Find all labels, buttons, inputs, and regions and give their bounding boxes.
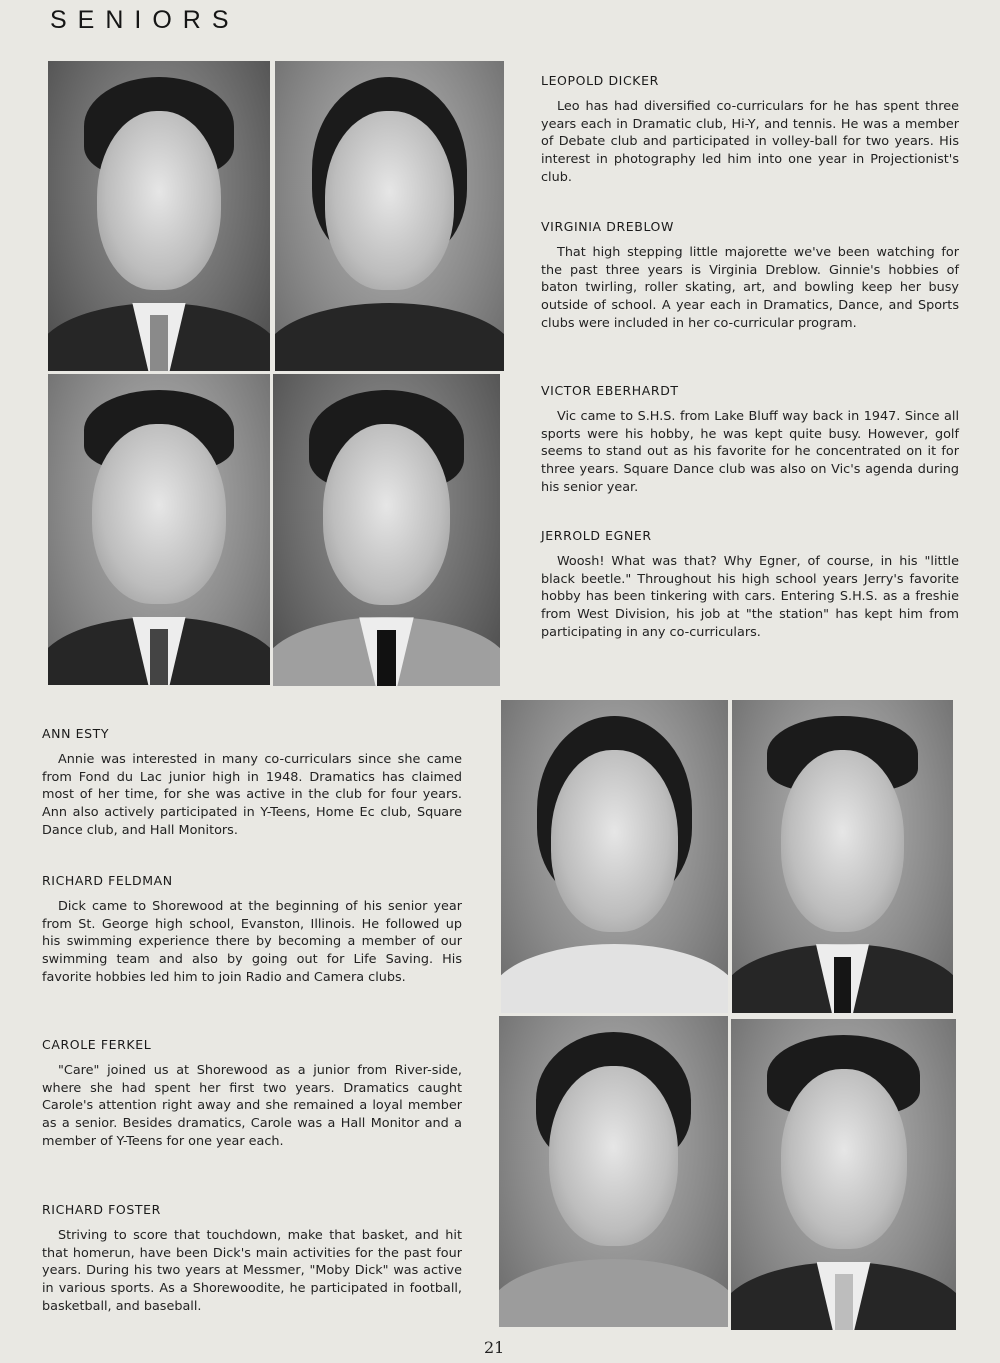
senior-description: Vic came to S.H.S. from Lake Bluff way back in 1947. Since all sports were his hobby, he was kept quite busy. However, golf seems to stand out as his favorite for he concentrated on it for three years. Square Dance club was also on Vic's agenda during his senior year. xyxy=(541,409,959,495)
senior-bio xyxy=(541,219,959,333)
portrait-photo xyxy=(273,374,500,686)
senior-name: VICTOR EBERHARDT xyxy=(541,383,679,398)
page-number: 21 xyxy=(484,1338,505,1357)
portrait-photo xyxy=(499,1016,728,1327)
senior-name: CAROLE FERKEL xyxy=(42,1037,152,1052)
senior-bio xyxy=(42,726,462,840)
senior-bio xyxy=(42,1037,462,1151)
senior-description: Woosh! What was that? Why Egner, of course, in his "little black beetle." Throughout his high school years Jerry's favorite hobby has been tinkering with cars. Entering S.H.S. as a freshie from West Division, his job at "the station" has kept him from participating in any co-curriculars. xyxy=(541,554,959,640)
portrait-photo xyxy=(48,374,270,685)
portrait-photo xyxy=(48,61,270,371)
senior-name: RICHARD FOSTER xyxy=(42,1202,161,1217)
senior-name: ANN ESTY xyxy=(42,726,110,741)
portrait-photo xyxy=(731,1019,956,1330)
senior-description: Annie was interested in many co-curriculars since she came from Fond du Lac junior high in 1948. Dramatics has claimed most of her time, for she was active in the club for four years. Ann also actively participated in Y-Teens, Home Ec club, Square Dance club, and Hall Monitors. xyxy=(42,752,462,838)
senior-bio xyxy=(541,383,959,497)
page-title: SENIORS xyxy=(50,6,240,34)
senior-description: Striving to score that touchdown, make that basket, and hit that homerun, have been Dick's main activities for the past four years. During his two years at Messmer, "Moby Dick" was active in various sports. As a Shorewoodite, he participated in football, basketball, and baseball. xyxy=(42,1228,462,1314)
senior-bio xyxy=(42,1202,462,1316)
senior-description: Leo has had diversified co-curriculars for he has spent three years each in Dramatic club, Hi-Y, and tennis. He was a member of Debate club and participated in volley-ball for two years. His interest in photography led him into one year in Projectionist's club. xyxy=(541,99,959,185)
senior-name: RICHARD FELDMAN xyxy=(42,873,173,888)
senior-bio xyxy=(42,873,462,987)
senior-description: "Care" joined us at Shorewood as a junior from River-side, where she had spent her first two years. Dramatics caught Carole's attention right away and she remained a loyal member as a senior. Besides dramatics, Carole was a Hall Monitor and a member of Y-Teens for one year each. xyxy=(42,1063,462,1149)
senior-bio xyxy=(541,73,959,187)
portrait-photo xyxy=(732,700,953,1013)
senior-name: JERROLD EGNER xyxy=(541,528,652,543)
senior-name: VIRGINIA DREBLOW xyxy=(541,219,674,234)
senior-description: That high stepping little majorette we've been watching for the past three years is Virginia Dreblow. Ginnie's hobbies of baton twirling, roller skating, art, and bowling keep her busy outside of school. A year each in Dramatics, Dance, and Sports clubs were included in her co-curricular program. xyxy=(541,245,959,331)
portrait-photo xyxy=(275,61,504,371)
senior-name: LEOPOLD DICKER xyxy=(541,73,659,88)
portrait-photo xyxy=(501,700,728,1013)
senior-description: Dick came to Shorewood at the beginning of his senior year from St. George high school, Evanston, Illinois. He followed up his swimming experience there by becoming a member of our swimming team and also by going out for Life Saving. His favorite hobbies led him to join Radio and Camera clubs. xyxy=(42,899,462,985)
senior-bio xyxy=(541,528,959,642)
